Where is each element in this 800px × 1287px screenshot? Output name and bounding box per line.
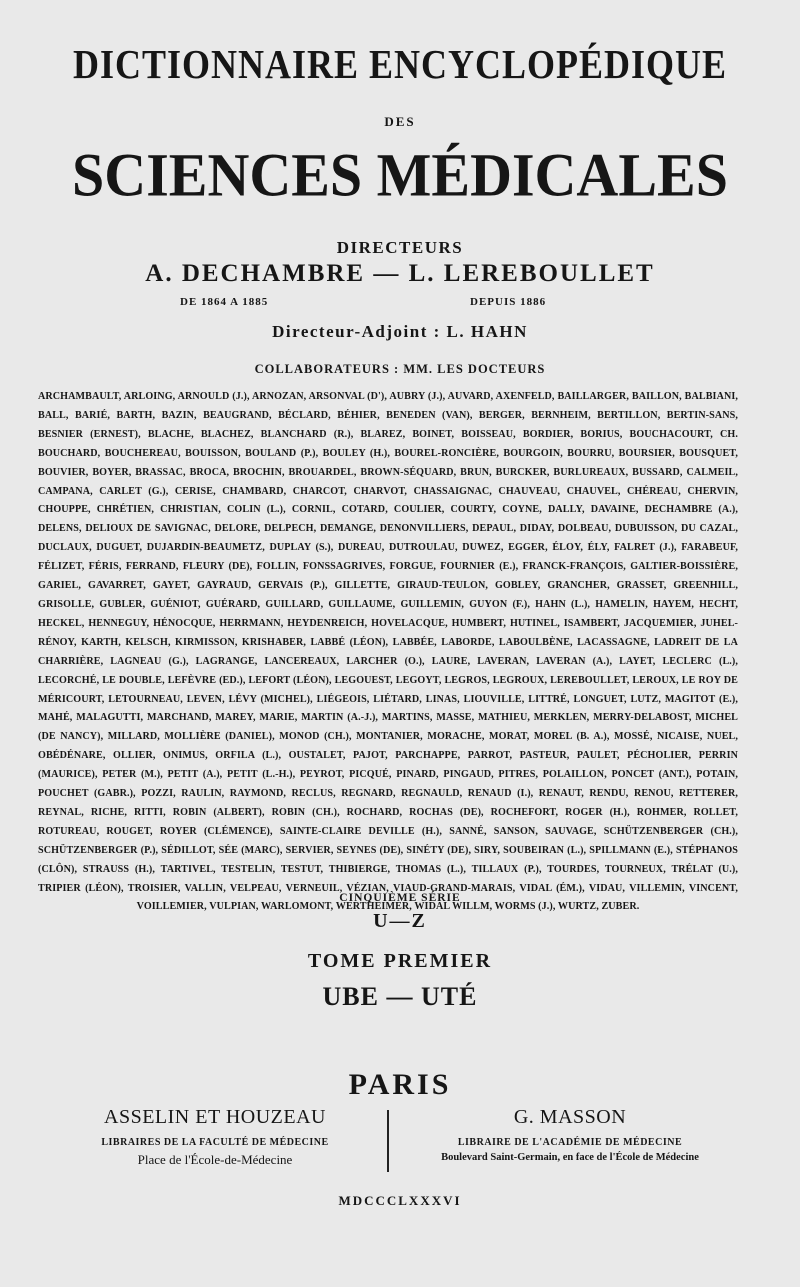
publisher-right-name: G. MASSON: [513, 1106, 627, 1128]
tome-range: UBE — UTÉ: [322, 982, 478, 1011]
city: PARIS: [348, 1068, 452, 1101]
collaborateurs-label: COLLABORATEURS : MM. LES DOCTEURS: [254, 362, 546, 376]
title-connector: DES: [384, 114, 416, 129]
serie-label: CINQUIÈME SÉRIE: [339, 892, 461, 904]
serie-range: U—Z: [373, 910, 427, 932]
publisher-right-desc: LIBRAIRE DE L'ACADÉMIE DE MÉDECINE: [457, 1137, 683, 1148]
publisher-right-address: Boulevard Saint-Germain, en face de l'École de Médecine: [441, 1152, 699, 1163]
dates-right: DEPUIS 1886: [470, 296, 547, 308]
publisher-left: [60, 1106, 370, 1168]
publisher-divider: [387, 1110, 389, 1172]
title-line-1: DICTIONNAIRE ENCYCLOPÉDIQUE: [72, 41, 728, 88]
publisher-left-address: Place de l'École-de-Médecine: [137, 1152, 293, 1167]
directeurs-dates: [0, 296, 800, 312]
publisher-right: [400, 1106, 740, 1163]
publisher-left-name: ASSELIN ET HOUZEAU: [104, 1106, 326, 1128]
collaborateurs-list: ARCHAMBAULT, ARLOING, ARNOULD (J.), ARNOZAN, ARSONVAL (D'), AUBRY (J.), AUVARD, AXENFELD, BAILLARGER, BAILLON, BALBIANI, BALL, BARIÉ, BARTH, BAZIN, BEAUGRAND, BÉCLARD, BÉHIER, BENEDEN (VAN), BERGER, BERNHEIM, BERTILLON, BERTIN-SANS, BESNIER (ERNEST), BLACHE, BLACHEZ, BLANCHARD (R.), BLAREZ, BOINET, BOISSEAU, BORDIER, BORIUS, BOUCHACOURT, CH. BOUCHARD, BOUCHEREAU, BOUISSON, BOULAND (P.), BOULEY (H.), BOUREL-RONCIÈRE, BOURGOIN, BOURRU, BOURSIER, BOUSQUET, BOUVIER, BOYER, BRASSAC, BROCA, BROCHIN, BROUARDEL, BROWN-SÉQUARD, BRUN, BURCKER, BURLUREAUX, BUSSARD, CALMEIL, CAMPANA, CARLET (G.), CERISE, CHAMBARD, CHARCOT, CHARVOT, CHASSAIGNAC, CHAUVEAU, CHAUVEL, CHÉREAU, CHERVIN, CHOUPPE, CHRÉTIEN, CHRISTIAN, COLIN (L.), CORNIL, COTARD, COULIER, COURTY, COYNE, DALLY, DAVAINE, DECHAMBRE (A.), DELENS, DELIOUX DE SAVIGNAC, DELORE, DELPECH, DEMANGE, DENONVILLIERS, DEPAUL, DIDAY, DOLBEAU, DUBUISSON, DU CAZAL, DUCLAUX, DUGUET, DUJARDIN-BEAUMETZ, DUPLAY (S.), DUREAU, DUTROULAU, DUWEZ, EGGER, ÉLOY, ÉLY, FALRET (J.), FARABEUF, FÉLIZET, FÉRIS, FERRAND, FLEURY (DE), FOLLIN, FONSSAGRIVES, FORGUE, FOURNIER (E.), FRANCK-FRANÇOIS, GALTIER-BOISSIÈRE, GARIEL, GAVARRET, GAYET, GAYRAUD, GERVAIS (P.), GILLETTE, GIRAUD-TEULON, GOBLEY, GRANCHER, GRASSET, GREENHILL, GRISOLLE, GUBLER, GUÉNIOT, GUÉRARD, GUILLARD, GUILLAUME, GUILLEMIN, GUYON (F.), HAHN (L.), HAMELIN, HAYEM, HECHT, HECKEL, HENNEGUY, HÉNOCQUE, HERRMANN, HEYDENREICH, HOVELACQUE, HUMBERT, HUTINEL, ISAMBERT, JACQUEMIER, JUHEL-RÉNOY, KARTH, KELSCH, KIRMISSON, KRISHABER, LABBÉ (LÉON), LABBÉE, LABORDE, LABOULBÈNE, LACASSAGNE, LADREIT DE LA CHARRIÈRE, LAGNEAU (G.), LAGRANGE, LANCEREAUX, LARCHER (O.), LAURE, LAVERAN, LAVERAN (A.), LAYET, LECLERC (L.), LECORCHÉ, LE DOUBLE, LEFÈVRE (ED.), LEFORT (LÉON), LEGOUEST, LEGOYT, LEGROS, LEGROUX, LEREBOULLET, LEROUX, LE ROY DE MÉRICOURT, LETOURNEAU, LEVEN, LÉVY (MICHEL), LIÉGEOIS, LIÉTARD, LINAS, LIOUVILLE, LITTRÉ, LONGUET, LUTZ, MAGITOT (E.), MAHÉ, MALAGUTTI, MARCHAND, MAREY, MARIE, MARTIN (A.-J.), MARTINS, MASSE, MATHIEU, MERKLEN, MERRY-DELABOST, MICHEL (DE NANCY), MILLARD, MOLLIÈRE (DANIEL), MONOD (CH.), MONTANIER, MORACHE, MORAT, MOREL (B. A.), MOSSÉ, NICAISE, NUEL, OBÉDÉNARE, OLLIER, ONIMUS, ORFILA (L.), OUSTALET, PAJOT, PARCHAPPE, PARROT, PASTEUR, PAULET, PÉCHOLIER, PERRIN (MAURICE), PETER (M.), PETIT (A.), PETIT (L.-H.), PEYROT, PICQUÉ, PINARD, PINGAUD, PITRES, POLAILLON, PONCET (ANT.), POTAIN, POUCHET (GABR.), POZZI, RAULIN, RAYMOND, RECLUS, REGNARD, REGNAULD, RENAUD (I.), RENAUT, RENDU, RENOU, RETTERER, REYNAL, RICHE, RITTI, ROBIN (ALBERT), ROBIN (CH.), ROCHARD, ROCHAS (DE), ROCHEFORT, ROGER (H.), ROHMER, ROLLET, ROTUREAU, ROUGET, ROYER (CLÉMENCE), SAINTE-CLAIRE DEVILLE (H.), SANNÉ, SANSON, SAUVAGE, SCHÜTZENBERGER (CH.), SCHÜTZENBERGER (P.), SÉDILLOT, SÉE (MARC), SERVIER, SEYNES (DE), SINÉTY (DE), SIRY, SOUBEIRAN (L.), SPILLMANN (E.), STÉPHANOS (CLÔN), STRAUSS (H.), TARTIVEL, TESTELIN, TESTUT, THIBIERGE, THOMAS (L.), TILLAUX (P.), TOURDES, TOURNEUX, TRÉLAT (U.), TRIPIER (LÉON), TROISIER, VALLIN, VELPEAU, VERNEUIL, VÉZIAN, VIAUD-GRAND-MARAIS, VIDAL (ÉM.), VIDAU, VILLEMIN, VINCENT, VOILLEMIER, VULPIAN, WARLOMONT, WERTHEIMER, WIDAL WILLM, WORMS (J.), WURTZ, ZUBER.: [38, 391, 738, 913]
publication-year: MDCCCLXXXVI: [338, 1193, 462, 1208]
directeur-adjoint: Directeur-Adjoint : L. HAHN: [272, 322, 528, 341]
directeurs-label: DIRECTEURS: [336, 238, 464, 257]
publisher-left-desc: LIBRAIRES DE LA FACULTÉ DE MÉDECINE: [101, 1137, 329, 1148]
directeurs-names: A. DECHAMBRE — L. LEREBOULLET: [145, 260, 655, 287]
dates-left: DE 1864 A 1885: [180, 296, 269, 308]
main-title: SCIENCES MÉDICALES: [72, 141, 728, 210]
tome-label: TOME PREMIER: [307, 950, 493, 972]
